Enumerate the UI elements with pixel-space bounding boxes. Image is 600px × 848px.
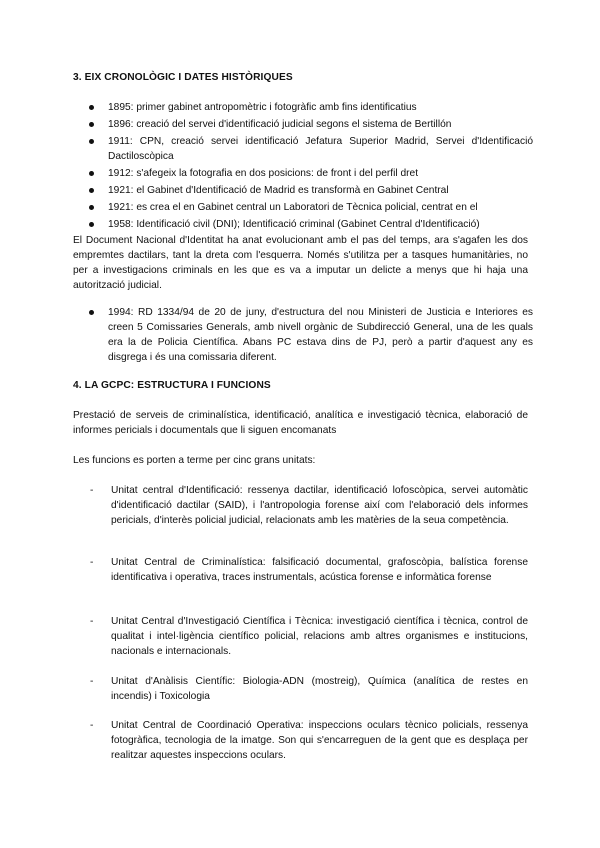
timeline-extra-list (73, 305, 533, 367)
unit-item: - Unitat Central de Coordinació Operativa: inspeccions oculars tècnico policials, ressenya fotogràfica, tecnologia de la imatge. Son qui s'encarreguen de la gent que es desplaça per realitzar aquestes inspeccions oculars. (73, 718, 528, 763)
timeline-item: 1921: el Gabinet d'Identificació de Madrid es transformà en Gabinet Central (73, 183, 533, 198)
unit-item: - Unitat Central de Criminalística: falsificació documental, grafoscòpia, balística forense identificativa i operativa, traces instrumentals, acústica forense e informàtica forense (73, 555, 528, 585)
timeline-item: 1912: s'afegeix la fotografia en dos posicions: de front i del perfil dret (73, 166, 533, 181)
dni-paragraph: El Document Nacional d'Identitat ha anat evolucionant amb el pas del temps, ara s'agafen les dos empremtes dactilars, tant la dreta com l'esquerra. Només s'utilitza per a tasques humanitàries, no per a investigacions criminals en les que es va a imputar un delicte a menys que hi haja una autorització judicial. (73, 235, 528, 291)
unit-list (73, 614, 528, 659)
unit-item: - Unitat d'Anàlisis Científic: Biologia-ADN (mostreig), Química (analítica de restes en incendis) i Toxicologia (73, 674, 528, 704)
unit-list (73, 483, 528, 528)
unit-list (73, 555, 528, 585)
units-intro: Les funcions es porten a terme per cinc grans unitats: (73, 455, 316, 466)
unit-list (73, 674, 528, 704)
timeline-item: 1896: creació del servei d'identificació judicial segons el sistema de Bertillón (73, 117, 533, 132)
section-4-intro: Prestació de serveis de criminalística, identificació, analítica e investigació tècnica, elaboració de informes pericials i documentals que li siguen encomanats (73, 410, 528, 436)
section-4-title: 4. LA GCPC: ESTRUCTURA I FUNCIONS (73, 380, 271, 391)
timeline-item: 1994: RD 1334/94 de 20 de juny, d'estructura del nou Ministeri de Justicia e Interiores es creen 5 Comissaries Generals, amb nivell orgànic de Subdirecció General, una de les quals era la de Policia Científica. Abans PC estava dins de PJ, però a partir d'aquest any es disgrega i és una comissaria diferent. (73, 305, 533, 365)
unit-item: - Unitat central d'Identificació: ressenya dactilar, identificació lofoscòpica, servei automàtic d'identificació dactilar (SAID), i l'antropologia forense així com l'elaboració dels informes pericials, d'interès policial judicial, relacionats amb les matèries de la seua competència. (73, 483, 528, 528)
timeline-item: 1958: Identificació civil (DNI); Identificació criminal (Gabinet Central d'Identificació) (73, 217, 533, 232)
section-3-title: 3. EIX CRONOLÒGIC I DATES HISTÒRIQUES (73, 72, 293, 83)
timeline-list (73, 100, 533, 234)
unit-item: - Unitat Central d'Investigació Científica i Tècnica: investigació científica i tècnica, control de qualitat i intel·ligència científico policial, relacions amb altres organismes e institucions, nacionals e internacionals. (73, 614, 528, 659)
timeline-item: 1921: es crea el en Gabinet central un Laboratori de Tècnica policial, centrat en el (73, 200, 533, 215)
unit-list (73, 718, 528, 763)
timeline-item: 1895: primer gabinet antropomètric i fotogràfic amb fins identificatius (73, 100, 533, 115)
timeline-item: 1911: CPN, creació servei identificació Jefatura Superior Madrid, Servei d'Identificació Dactiloscòpica (73, 134, 533, 164)
